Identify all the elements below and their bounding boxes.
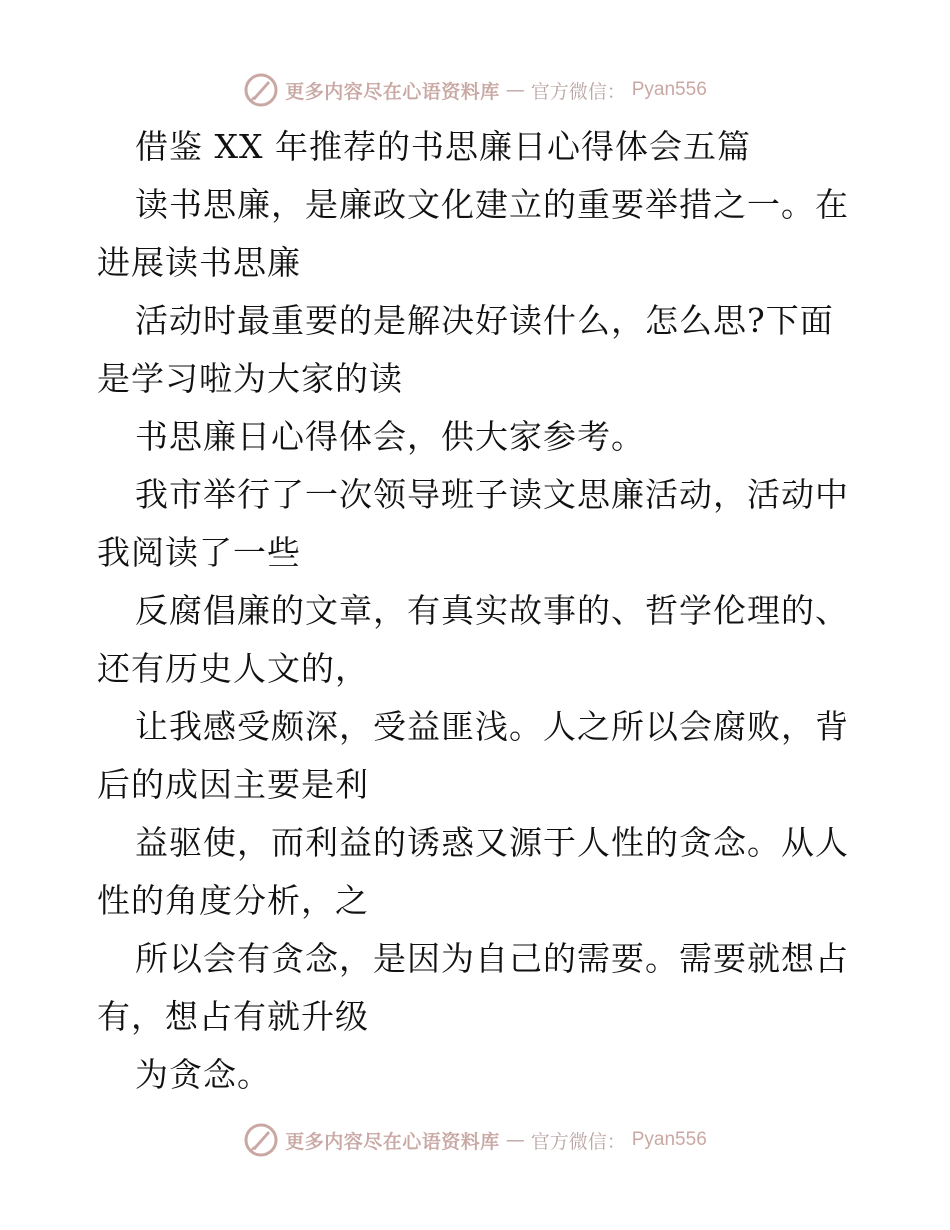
paragraph-line: 有，想占有就升级 <box>97 997 369 1036</box>
banner-dash: — <box>505 1129 525 1151</box>
header-banner <box>0 70 950 110</box>
paragraph-line: 我市举行了一次领导班子读文思廉活动，活动中 <box>135 475 849 514</box>
paragraph-line: 后的成因主要是利 <box>97 765 369 804</box>
paragraph-line: 活动时最重要的是解决好读什么，怎么思?下面 <box>135 301 834 340</box>
paragraph-line: 还有历史人文的， <box>97 649 369 688</box>
paragraph-line: 我阅读了一些 <box>97 533 301 572</box>
paragraph-line: 性的角度分析，之 <box>97 881 369 920</box>
document-title: 借鉴 XX 年推荐的书思廉日心得体会五篇 <box>135 127 751 166</box>
footer-banner <box>0 1120 950 1160</box>
banner-dash: — <box>505 79 525 101</box>
site-banner-text: 更多内容尽在心语资料库 <box>285 80 500 103</box>
wechat-label: 官方微信： <box>530 1130 626 1153</box>
paragraph-line: 让我感受颇深，受益匪浅。人之所以会腐败，背 <box>135 707 849 746</box>
paragraph-line: 益驱使，而利益的诱惑又源于人性的贪念。从人 <box>135 823 849 862</box>
quill-pen-circle-icon <box>243 72 279 108</box>
wechat-id: Pyan556 <box>631 79 707 100</box>
site-banner-text: 更多内容尽在心语资料库 <box>285 1130 500 1153</box>
quill-pen-circle-icon <box>243 1122 279 1158</box>
paragraph-line: 为贪念。 <box>135 1055 271 1094</box>
paragraph-line: 反腐倡廉的文章，有真实故事的、哲学伦理的、 <box>135 591 849 630</box>
document-body <box>97 118 857 1104</box>
paragraph-line: 所以会有贪念，是因为自己的需要。需要就想占 <box>135 939 849 978</box>
wechat-label: 官方微信： <box>530 80 626 103</box>
paragraph-line: 读书思廉，是廉政文化建立的重要举措之一。在 <box>135 185 849 224</box>
wechat-id: Pyan556 <box>631 1129 707 1150</box>
paragraph-line: 进展读书思廉 <box>97 243 301 282</box>
paragraph-line: 书思廉日心得体会，供大家参考。 <box>135 417 645 456</box>
paragraph-line: 是学习啦为大家的读 <box>97 359 403 398</box>
